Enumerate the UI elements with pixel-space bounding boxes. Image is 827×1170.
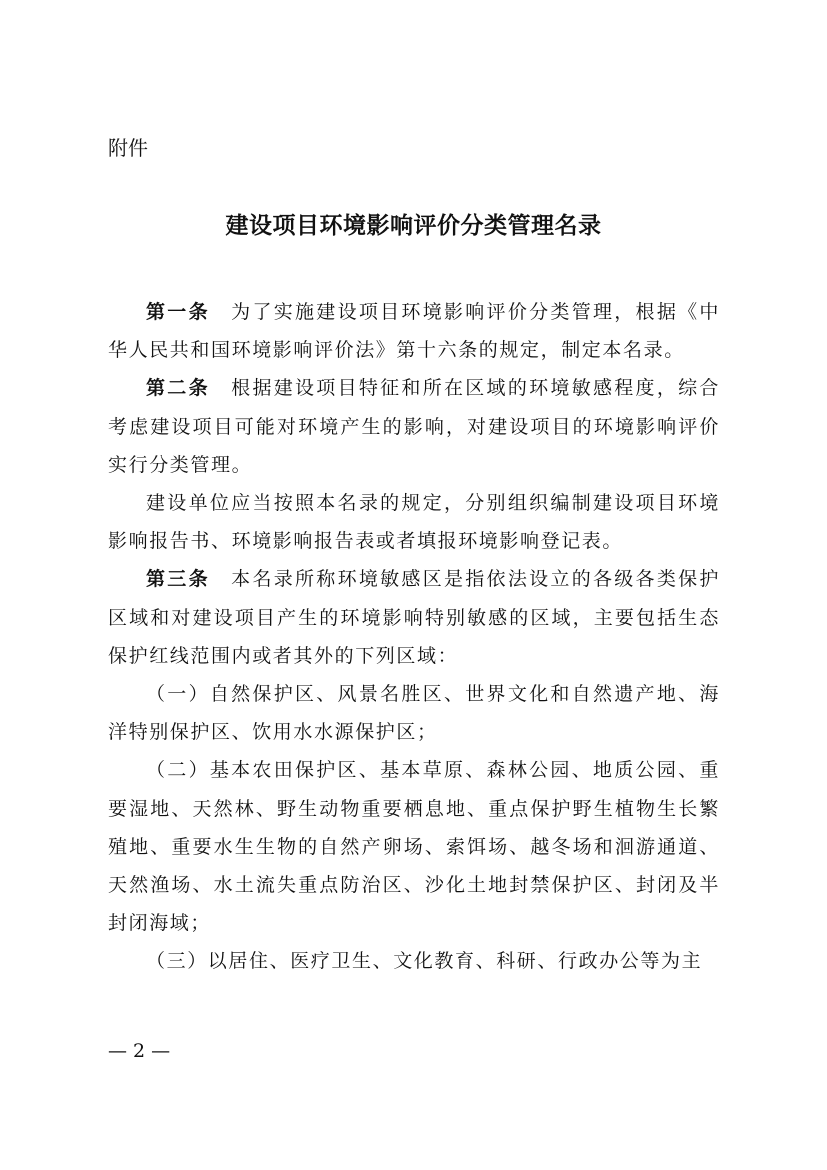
article-3 xyxy=(108,560,720,675)
article-2-paragraph-2-text: 建设单位应当按照本名录的规定，分别组织编制建设项目环境影响报告书、环境影响报告表或者填报环境影响登记表。 xyxy=(108,492,720,553)
article-3-item-2 xyxy=(108,751,720,942)
document-title: 建设项目环境影响评价分类管理名录 xyxy=(225,212,602,239)
article-3-item-1 xyxy=(108,675,720,751)
article-2 xyxy=(108,369,720,484)
attachment-label: 附件 xyxy=(108,136,148,160)
article-3-item-3 xyxy=(108,942,720,980)
article-2-lead: 第二条 xyxy=(146,377,210,400)
document-body xyxy=(108,293,720,981)
article-3-lead: 第三条 xyxy=(146,568,210,591)
article-3-item-1-text: （一）自然保护区、风景名胜区、世界文化和自然遗产地、海洋特别保护区、饮用水水源保护区； xyxy=(108,683,720,744)
article-3-text: 本名录所称环境敏感区是指依法设立的各级各类保护区域和对建设项目产生的环境影响特别敏感的区域，主要包括生态保护红线范围内或者其外的下列区域： xyxy=(108,568,720,667)
article-1-lead: 第一条 xyxy=(146,301,210,323)
article-3-item-3-text: （三）以居住、医疗卫生、文化教育、科研、行政办公等为主 xyxy=(146,950,703,973)
page-number: — 2 — xyxy=(108,1040,171,1062)
article-1-text: 为了实施建设项目环境影响评价分类管理，根据《中华人民共和国环境影响评价法》第十六条的规定，制定本名录。 xyxy=(108,301,720,362)
article-2-text: 根据建设项目特征和所在区域的环境敏感程度，综合考虑建设项目可能对环境产生的影响，对建设项目的环境影响评价实行分类管理。 xyxy=(108,377,720,476)
article-2-paragraph-2 xyxy=(108,484,720,560)
article-3-item-2-text: （二）基本农田保护区、基本草原、森林公园、地质公园、重要湿地、天然林、野生动物重要栖息地、重点保护野生植物生长繁殖地、重要水生生物的自然产卵场、索饵场、越冬场和洄游通道、天然渔场、水土流失重点防治区、沙化土地封禁保护区、封闭及半封闭海域； xyxy=(108,759,720,935)
article-1 xyxy=(108,293,720,369)
